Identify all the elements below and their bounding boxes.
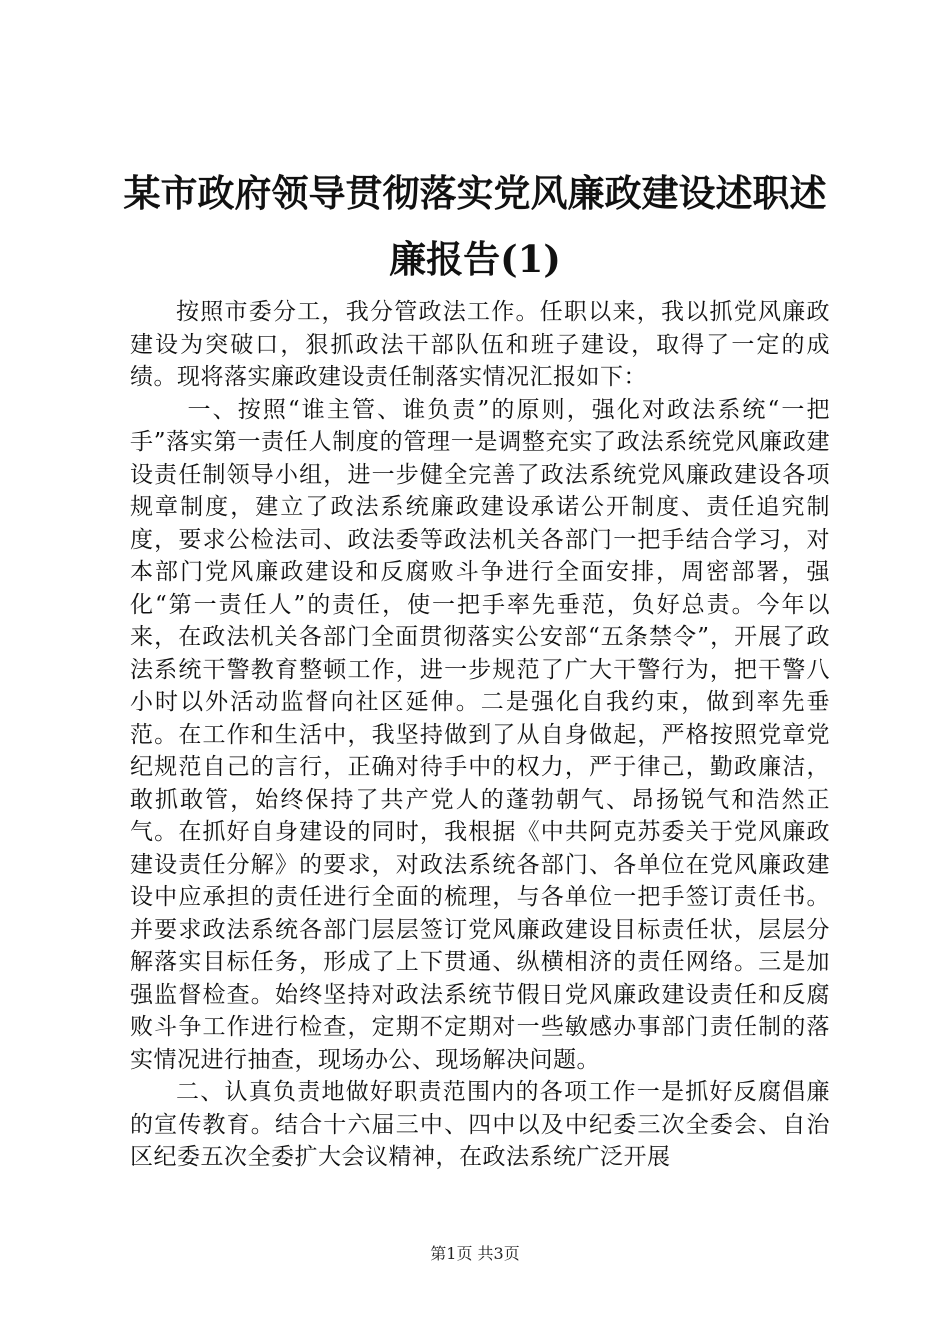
paragraph-section-one: 一、按照“谁主管、谁负责”的原则，强化对政法系统“一把手”落实第一责任人制度的管理一是调整充实了政法系统党风廉政建设责任制领导小组，进一步健全完善了政法系统党风廉政建设各项规章制度，建立了政法系统廉政建设承诺公开制度、责任追究制度，要求公检法司、政法委等政法机关各部门一把手结合学习，对本部门党风廉政建设和反腐败斗争进行全面安排，周密部署，强化“第一责任人”的责任，使一把手率先垂范，负好总责。今年以来，在政法机关各部门全面贯彻落实公安部“五条禁令”，开展了政法系统干警教育整顿工作，进一步规范了广大干警行为，把干警八小时以外活动监督向社区延伸。二是强化自我约束，做到率先垂范。在工作和生活中，我坚持做到了从自身做起，严格按照党章党纪规范自己的言行，正确对待手中的权力，严于律己，勤政廉洁，敢抓敢管，始终保持了共产党人的蓬勃朝气、昂扬锐气和浩然正气。在抓好自身建设的同时，我根据《中共阿克苏委关于党风廉政建设责任分解》的要求，对政法系统各部门、各单位在党风廉政建设中应承担的责任进行全面的梳理，与各单位一把手签订责任书。并要求政法系统各部门层层签订党风廉政建设目标责任状，层层分解落实目标任务，形成了上下贯通、纵横相济的责任网络。三是加强监督检查。始终坚持对政法系统节假日党风廉政建设责任和反腐败斗争工作进行检查，定期不定期对一些敏感办事部门责任制的落实情况进行抽查，现场办公、现场解决问题。: [130, 396, 830, 1073]
paragraph-section-two: 二、认真负责地做好职责范围内的各项工作一是抓好反腐倡廉的宣传教育。结合十六届三中、四中以及中纪委三次全委会、自治区纪委五次全委扩大会议精神，在政法系统广泛开展: [130, 1079, 830, 1170]
page-footer: 第1页 共3页: [430, 1244, 520, 1263]
document-body: [130, 296, 830, 1174]
document-title: 某市政府领导贯彻落实党风廉政建设述职述廉报告(1): [123, 171, 827, 281]
paragraph-intro: 按照市委分工，我分管政法工作。任职以来，我以抓党风廉政建设为突破口，狠抓政法干部队伍和班子建设，取得了一定的成绩。现将落实廉政建设责任制落实情况汇报如下：: [130, 299, 830, 390]
